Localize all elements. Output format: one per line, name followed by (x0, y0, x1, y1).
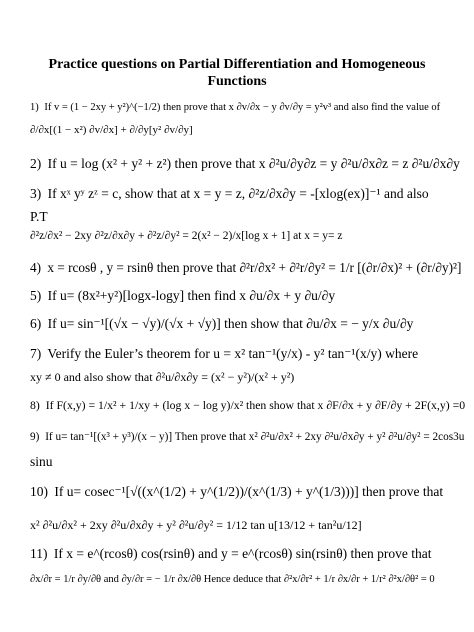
question-number: 1) (30, 102, 39, 113)
question-text: Verify the Euler’s theorem for u = x² tan⁻¹(y/x) - y² tan⁻¹(x/y) where (47, 346, 419, 361)
question-text: If u= sin⁻¹[(√x − √y)/(√x + √y)] then show that ∂u/∂x = − y/x ∂u/∂y (47, 316, 414, 331)
question-10-expression: x² ∂²u/∂x² + 2xy ∂²u/∂x∂y + y² ∂²u/∂y² = 1/12 tan u[13/12 + tan²u/12] (30, 518, 362, 532)
question-number: 7) (30, 346, 42, 361)
question-number: 6) (30, 316, 42, 331)
question-text: If u = log (x² + y² + z²) then prove that x ∂²u/∂y∂z = y ∂²u/∂x∂z = z ∂²u/∂x∂y (47, 156, 460, 171)
question-11 (30, 546, 460, 561)
question-number: 11) (30, 546, 48, 561)
question-text: If F(x,y) = 1/x² + 1/xy + (log x − log y)/x² then show that x ∂F/∂x + y ∂F/∂y + 2F(x,y) =0 (45, 399, 466, 412)
question-1 (30, 100, 460, 115)
question-number: 4) (30, 260, 42, 275)
document-title (30, 56, 444, 90)
question-3 (30, 186, 460, 201)
question-number: 9) (30, 431, 40, 443)
question-7 (30, 346, 460, 361)
question-text: x = rcosθ , y = rsinθ then prove that ∂²r/∂x² + ∂²r/∂y² = 1/r [(∂r/∂x)² + (∂r/∂y)²] (47, 260, 462, 275)
question-number: 2) (30, 156, 42, 171)
question-8 (30, 398, 466, 413)
title-line-1: Practice questions on Partial Differentiation and Homogeneous (48, 57, 426, 72)
question-1-expression: ∂/∂x[(1 − x²) ∂v/∂x] + ∂/∂y[y² ∂v/∂y] (30, 124, 193, 136)
question-text: If x = e^(rcosθ) cos(rsinθ) and y = e^(rcosθ) sin(rsinθ) then prove that (53, 546, 432, 561)
question-number: 8) (30, 399, 40, 412)
question-3-continuation: P.T (30, 209, 48, 224)
question-4 (30, 260, 460, 275)
question-7-continuation: xy ≠ 0 and also show that ∂²u/∂x∂y = (x² − y²)/(x² + y²) (30, 370, 295, 384)
question-3-expression: ∂²z/∂x² − 2xy ∂²z/∂x∂y + ∂²z/∂y² = 2(x² − 2)/x[log x + 1] at x = y= z (30, 230, 343, 242)
question-text: If u= cosec⁻¹[√((x^(1/2) + y^(1/2))/(x^(1/3) + y^(1/3)))] then prove that (54, 484, 444, 499)
question-9 (30, 430, 465, 445)
question-text: If v = (1 − 2xy + y²)^(−1/2) then prove that x ∂v/∂x − y ∂v/∂y = y²v³ and also find the value of (44, 102, 441, 113)
question-10 (30, 484, 460, 499)
question-text: If u= tan⁻¹[(x³ + y³)/(x − y)] Then prove that x² ∂²u/∂x² + 2xy ∂²u/∂x∂y + y² ∂²u/∂y² = 2cos3u (45, 431, 465, 443)
question-9-continuation: sinu (30, 454, 53, 469)
question-text: If u= (8x²+y²)[logx-logy] then find x ∂u/∂x + y ∂u/∂y (47, 288, 336, 303)
question-text: If xˣ yʸ zᶻ = c, show that at x = y = z, ∂²z/∂x∂y = -[xlog(ex)]⁻¹ and also (47, 186, 429, 201)
question-number: 5) (30, 288, 42, 303)
question-number: 10) (30, 484, 48, 499)
question-2 (30, 156, 460, 171)
question-5 (30, 288, 460, 303)
question-11-expression: ∂x/∂r = 1/r ∂y/∂θ and ∂y/∂r = − 1/r ∂x/∂θ Hence deduce that ∂²x/∂r² + 1/r ∂x/∂r + 1/r² ∂²x/∂θ² = 0 (30, 574, 435, 585)
question-number: 3) (30, 186, 42, 201)
title-line-2: Functions (207, 74, 267, 89)
question-6 (30, 316, 460, 331)
